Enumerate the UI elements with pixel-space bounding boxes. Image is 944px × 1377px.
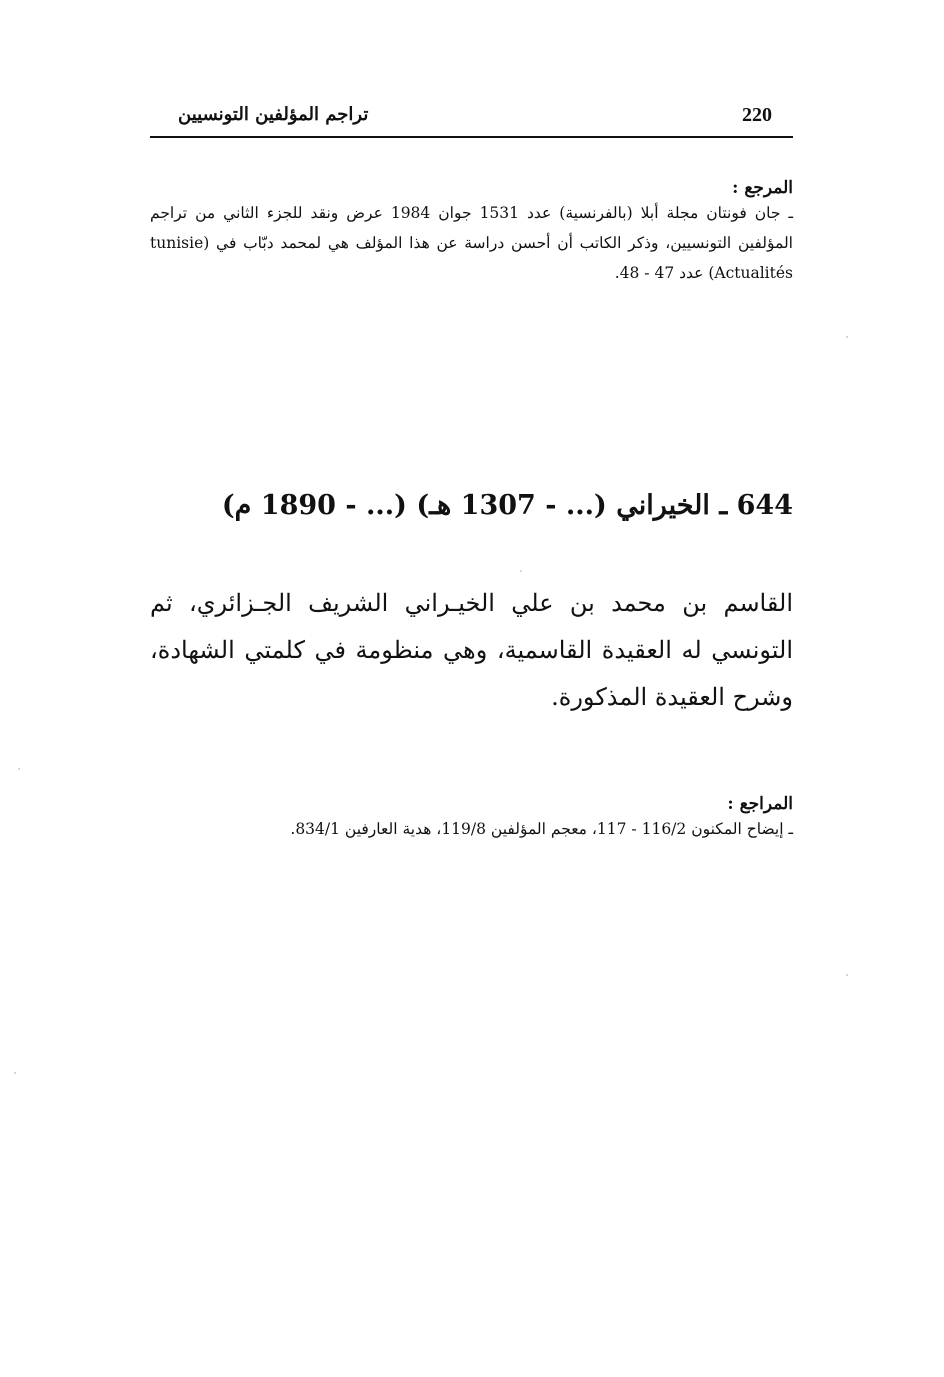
references-heading: المراجع : [727,794,793,814]
scan-speck [846,336,848,338]
scan-speck [18,768,20,770]
reference-heading: المرجع : [732,178,793,198]
entry-title: 644 ـ الخيراني (... - 1307 هـ) (... - 1890 م) [221,490,793,521]
reference-text: ـ جان فونتان مجلة أبلا (بالفرنسية) عدد 1531 جوان 1984 عرض ونقد للجزء الثاني من تراجم المؤلفين التونسيين، وذكر الكاتب أن أحسن دراسة عن هذا المؤلف هي لمحمد دبّاب في (tunisie Actualités) عدد 47 - 48. [150,204,794,282]
running-title: تراجم المؤلفين التونسيين [178,104,369,125]
references-text: ـ إيضاح المكنون 116/2 - 117، معجم المؤلفين 119/8، هدية العارفين 834/1. [290,820,793,838]
reference-section-top [150,178,793,288]
entry-body: القاسم بن محمد بن علي الخيـراني الشريف الجـزائري، ثم التونسي له العقيدة القاسمية، وهي منظومة في كلمتي الشهادة، وشرح العقيدة المذكورة. [150,589,793,711]
reference-section-bottom [150,794,793,844]
page-number: 220 [742,104,772,126]
scan-speck [14,1072,16,1074]
scan-speck [520,570,522,572]
page-header [150,100,793,138]
scan-speck [846,974,848,976]
